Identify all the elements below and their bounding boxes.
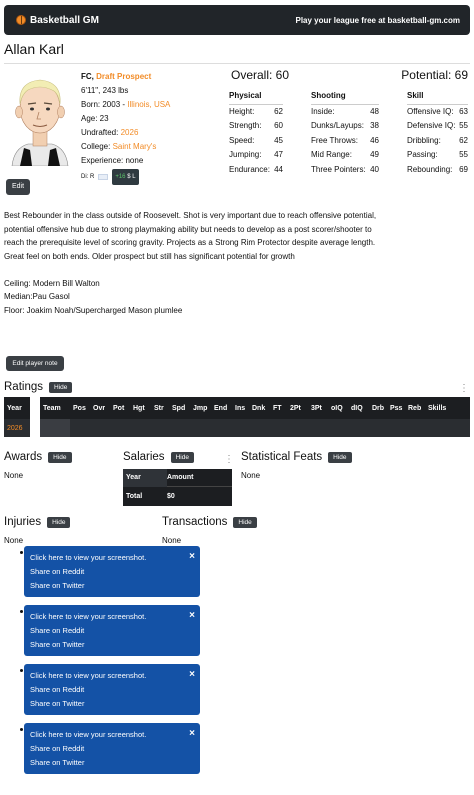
rating-label: Offensive IQ: [407, 106, 454, 116]
toast-message-link[interactable]: Click here to view your screenshot. [30, 730, 147, 739]
draft-year-link[interactable]: 2026 [120, 128, 139, 137]
rating-value: 47 [274, 150, 283, 159]
stat-feats-none: None [241, 471, 261, 480]
toast-message-link[interactable]: Click here to view your screenshot. [30, 553, 147, 562]
ratings-hide-button[interactable]: Hide [49, 382, 72, 393]
ratings-table [4, 397, 470, 437]
rating-value: 40 [370, 164, 379, 174]
injuries-none: None [4, 536, 24, 545]
table-row [4, 419, 470, 437]
ratings-header [4, 381, 72, 393]
col-header[interactable]: Year [7, 404, 22, 412]
stat-feats-hide-button[interactable]: Hide [328, 452, 351, 463]
stat-feats-header [241, 451, 352, 463]
salaries-total-row [123, 487, 232, 505]
rating-row [229, 163, 283, 178]
share-reddit-link[interactable]: Share on Reddit [30, 626, 85, 635]
rating-row [407, 134, 468, 149]
rating-value: 55 [459, 121, 468, 130]
team-cell [40, 419, 70, 437]
share-twitter-link[interactable]: Share on Twitter [30, 758, 85, 767]
awards-none: None [4, 471, 24, 480]
share-twitter-link[interactable]: Share on Twitter [30, 581, 85, 590]
col-header[interactable]: 3Pt [311, 404, 322, 412]
col-header[interactable]: Amount [167, 474, 194, 481]
col-header[interactable]: Pot [113, 404, 125, 412]
rating-label: Free Throws: [311, 135, 358, 145]
brand-name: Basketball GM [30, 14, 99, 26]
position: FC, [81, 72, 94, 81]
rating-row [407, 148, 468, 163]
salaries-table [123, 469, 232, 506]
shooting-title: Shooting [311, 89, 379, 105]
col-header[interactable]: Ins [235, 404, 246, 412]
rating-value: 69 [459, 164, 468, 174]
share-reddit-link[interactable]: Share on Reddit [30, 567, 85, 576]
rating-label: Passing: [407, 150, 438, 159]
note-ceiling: Ceiling: Modern Bill Walton [4, 278, 100, 288]
close-icon[interactable]: × [189, 669, 195, 680]
rating-label: Dunks/Layups: [311, 121, 364, 130]
skill-title: Skill [407, 89, 468, 105]
rating-row [407, 163, 468, 178]
rating-label: Speed: [229, 135, 255, 145]
col-header[interactable]: End [214, 404, 228, 412]
rating-value: 55 [459, 150, 468, 159]
college-link[interactable]: Saint Mary's [112, 142, 157, 151]
shooting-ratings [311, 89, 379, 177]
col-header[interactable]: Hgt [133, 404, 145, 412]
college-label: College: [81, 142, 111, 151]
salaries-header-row [123, 469, 232, 487]
skill-ratings [407, 89, 468, 177]
rating-value: 60 [274, 121, 283, 130]
total-value: $0 [167, 492, 175, 500]
awards-title: Awards [4, 451, 43, 463]
toast-message-link[interactable]: Click here to view your screenshot. [30, 612, 147, 621]
player-name: Allan Karl [4, 41, 64, 57]
experience: Experience: none [81, 156, 144, 165]
undrafted-label: Undrafted: [81, 128, 119, 137]
col-header[interactable]: Year [123, 469, 167, 487]
age: Age: 23 [81, 114, 109, 123]
mood-badge[interactable] [112, 169, 138, 185]
rating-label: Dribbling: [407, 135, 441, 145]
player-bio [81, 70, 216, 185]
list-bullet [20, 728, 23, 731]
rating-row [407, 105, 468, 120]
col-header[interactable]: Dnk [252, 404, 266, 412]
col-header[interactable]: Str [154, 404, 164, 412]
flag-icon [98, 174, 108, 180]
col-header[interactable]: oIQ [331, 404, 343, 412]
injuries-hide-button[interactable]: Hide [47, 517, 70, 528]
rating-label: Rebounding: [407, 164, 453, 174]
born-line [81, 98, 216, 112]
col-gap [30, 419, 40, 437]
share-twitter-link[interactable]: Share on Twitter [30, 640, 85, 649]
edit-button[interactable]: Edit [6, 179, 30, 195]
rating-row [229, 148, 283, 163]
rating-label: Height: [229, 106, 255, 116]
rating-value: 62 [459, 135, 468, 145]
rating-label: Mid Range: [311, 150, 352, 159]
col-header[interactable]: Jmp [193, 404, 208, 412]
toast-message-link[interactable]: Click here to view your screenshot. [30, 671, 147, 680]
transactions-none: None [162, 536, 182, 545]
position-line [81, 70, 216, 84]
transactions-header [162, 516, 257, 528]
stat-feats-title: Statistical Feats [241, 451, 323, 463]
draft-line [81, 126, 216, 140]
note-floor: Floor: Joakim Noah/Supercharged Mason plumlee [4, 305, 183, 315]
rating-label: Strength: [229, 121, 262, 130]
overall-rating: Overall: 60 [231, 68, 290, 82]
salaries-hide-button[interactable]: Hide [171, 452, 194, 463]
basketball-logo-icon [16, 15, 26, 25]
col-gap [30, 397, 40, 419]
play-free-link[interactable]: Play your league free at basketball-gm.com [295, 15, 460, 25]
potential-rating: Potential: 69 [401, 68, 468, 82]
close-icon[interactable]: × [189, 551, 195, 562]
rating-value: 46 [370, 135, 379, 145]
mood-rest: $ L [127, 174, 136, 180]
injuries-header [4, 516, 70, 528]
rating-value: 48 [370, 106, 379, 116]
physical-ratings [229, 89, 283, 177]
player-note [4, 209, 384, 317]
total-label: Total [126, 492, 143, 500]
rating-value: 62 [274, 106, 283, 116]
col-header[interactable]: Ovr [93, 404, 106, 412]
header-divider [4, 63, 470, 64]
col-header[interactable]: Drb [372, 404, 385, 412]
born-label: Born: 2003 - [81, 100, 126, 109]
rating-label: Endurance: [229, 164, 270, 174]
share-reddit-link[interactable]: Share on Reddit [30, 744, 85, 753]
ratings-menu-icon[interactable]: ⋮ [459, 383, 469, 394]
transactions-hide-button[interactable]: Hide [233, 517, 256, 528]
college-line [81, 140, 216, 154]
rating-row [229, 105, 283, 120]
physical-title: Physical [229, 89, 283, 105]
col-header[interactable]: 2Pt [290, 404, 301, 412]
note-median: Median:Pau Gasol [4, 292, 70, 301]
height-weight: 6'11", 243 lbs [81, 86, 129, 95]
screenshot-toast [24, 664, 200, 715]
list-bullet [20, 669, 23, 672]
list-bullet [20, 610, 23, 613]
di-label: Di: R [81, 174, 95, 180]
rating-row [407, 119, 468, 134]
transactions-title: Transactions [162, 516, 228, 528]
player-avatar [6, 70, 74, 166]
col-header[interactable]: Skills [428, 404, 447, 412]
share-reddit-link[interactable]: Share on Reddit [30, 685, 85, 694]
col-header[interactable]: Spd [172, 404, 186, 412]
born-place-link[interactable]: Illinois, USA [127, 100, 171, 109]
rating-value: 45 [274, 135, 283, 145]
injuries-title: Injuries [4, 516, 42, 528]
salaries-title: Salaries [123, 451, 165, 463]
rating-value: 63 [459, 106, 468, 116]
close-icon[interactable]: × [189, 610, 195, 621]
rating-row [311, 105, 379, 120]
rating-value: 49 [370, 150, 379, 159]
rating-row [311, 163, 379, 178]
mood-plus: +16 [115, 174, 126, 180]
salaries-menu-icon[interactable]: ⋮ [224, 454, 234, 465]
screenshot-toast [24, 723, 200, 774]
edit-player-note-button[interactable]: Edit player note [6, 356, 64, 371]
col-header[interactable]: FT [273, 404, 282, 412]
ratings-table-header [4, 397, 470, 419]
rating-row [229, 134, 283, 149]
draft-status-link[interactable]: Draft Prospect [96, 72, 152, 81]
col-header[interactable]: Reb [408, 404, 422, 412]
rating-label: Three Pointers: [311, 164, 366, 174]
awards-hide-button[interactable]: Hide [48, 452, 71, 463]
rating-row [229, 119, 283, 134]
screenshot-toast [24, 546, 200, 597]
rating-label: Defensive IQ: [407, 121, 456, 130]
mood-row [81, 169, 216, 185]
ratings-year-cell[interactable]: 2026 [7, 424, 23, 432]
col-header[interactable]: Pos [73, 404, 86, 412]
rating-label: Inside: [311, 106, 335, 116]
rating-row [311, 119, 379, 134]
close-icon[interactable]: × [189, 728, 195, 739]
share-twitter-link[interactable]: Share on Twitter [30, 699, 85, 708]
brand-link[interactable] [16, 15, 99, 26]
col-header[interactable]: Team [43, 404, 61, 412]
rating-value: 38 [370, 121, 379, 130]
col-header[interactable]: Pss [390, 404, 403, 412]
note-paragraph: Best Rebounder in the class outside of Roosevelt. Shot is very important due to reach offensive potential, potential offensive hub due to strong playmaking ability but needs to develop as a post scorer/shooter to reach the prerequisite level of scoring gravity. Projects as a Strong Rim Protector despite average length. Great feel on both ends. Older prospect but still has significant potential for growth [4, 211, 377, 261]
salaries-header [123, 451, 194, 463]
top-navbar [4, 5, 470, 35]
col-header[interactable]: dIQ [351, 404, 363, 412]
rating-value: 44 [274, 164, 283, 174]
ratings-title: Ratings [4, 381, 43, 393]
awards-header [4, 451, 72, 463]
screenshot-toast [24, 605, 200, 656]
list-bullet [20, 551, 23, 554]
rating-row [311, 134, 379, 149]
rating-row [311, 148, 379, 163]
rating-label: Jumping: [229, 150, 262, 159]
